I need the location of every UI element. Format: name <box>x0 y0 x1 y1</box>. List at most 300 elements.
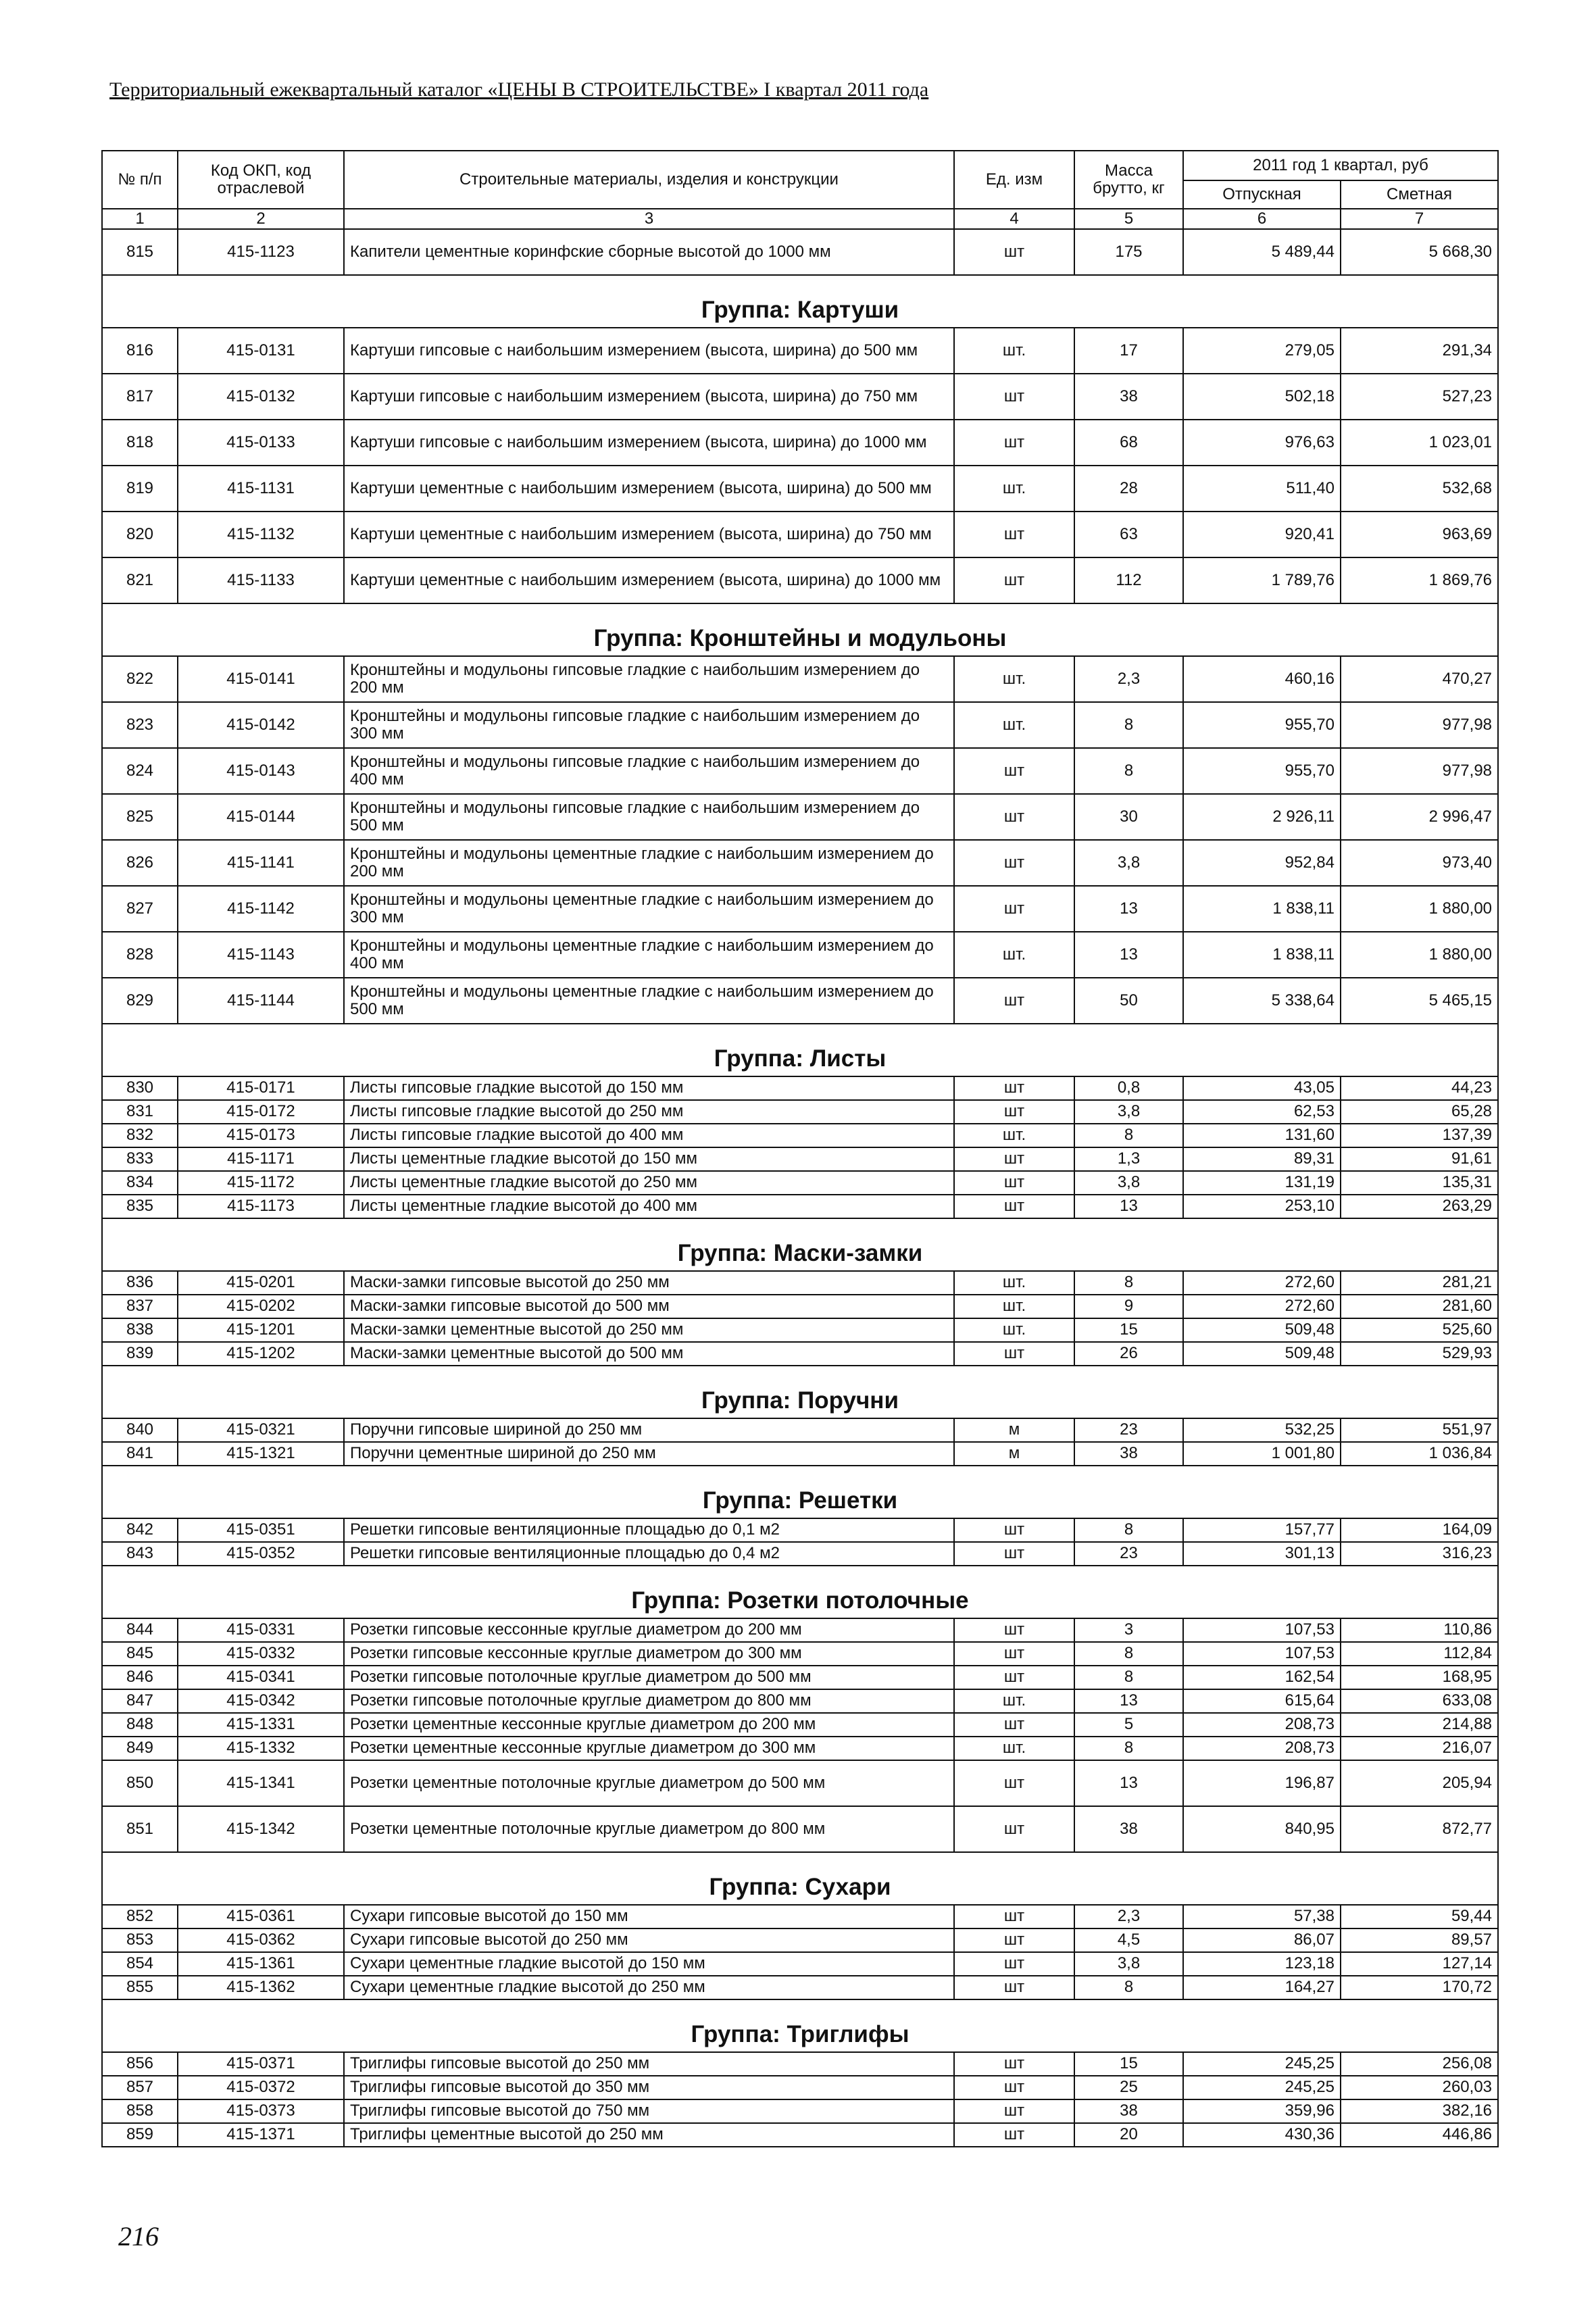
row-number: 828 <box>102 932 178 978</box>
row-unit: шт <box>954 1542 1074 1566</box>
row-release-price: 509,48 <box>1183 1342 1341 1366</box>
row-name: Сухари цементные гладкие высотой до 250 мм <box>344 1976 954 1999</box>
row-estimate-price: 59,44 <box>1341 1905 1498 1928</box>
row-name: Листы цементные гладкие высотой до 400 мм <box>344 1195 954 1218</box>
table-row <box>102 1642 1498 1666</box>
row-mass: 8 <box>1074 1124 1183 1147</box>
row-unit: шт. <box>954 1318 1074 1342</box>
row-release-price: 5 338,64 <box>1183 978 1341 1024</box>
col-header-code: Код ОКП, код отраслевой <box>178 151 344 209</box>
row-release-price: 245,25 <box>1183 2052 1341 2076</box>
row-estimate-price: 977,98 <box>1341 748 1498 794</box>
row-name: Маски-замки гипсовые высотой до 500 мм <box>344 1295 954 1318</box>
group-header-row <box>102 1852 1498 1905</box>
row-mass: 3,8 <box>1074 1952 1183 1976</box>
row-estimate-price: 168,95 <box>1341 1666 1498 1689</box>
row-mass: 1,3 <box>1074 1147 1183 1171</box>
row-number: 847 <box>102 1689 178 1713</box>
row-estimate-price: 529,93 <box>1341 1342 1498 1366</box>
row-mass: 8 <box>1074 1737 1183 1760</box>
row-name: Картуши цементные с наибольшим измерением (высота, ширина) до 1000 мм <box>344 557 954 603</box>
row-unit: шт <box>954 1760 1074 1806</box>
row-mass: 3,8 <box>1074 1100 1183 1124</box>
table-row <box>102 2052 1498 2076</box>
row-number: 840 <box>102 1418 178 1442</box>
row-mass: 8 <box>1074 1271 1183 1295</box>
row-name: Решетки гипсовые вентиляционные площадью до 0,1 м2 <box>344 1518 954 1542</box>
row-unit: шт <box>954 2099 1074 2123</box>
group-header-row <box>102 1466 1498 1518</box>
row-name: Кронштейны и модульоны цементные гладкие с наибольшим измерением до 300 мм <box>344 886 954 932</box>
table-row <box>102 1928 1498 1952</box>
table-row <box>102 748 1498 794</box>
row-name: Маски-замки цементные высотой до 250 мм <box>344 1318 954 1342</box>
table-row <box>102 2076 1498 2099</box>
row-release-price: 131,19 <box>1183 1171 1341 1195</box>
row-release-price: 131,60 <box>1183 1124 1341 1147</box>
row-code: 415-1123 <box>178 229 344 275</box>
row-mass: 13 <box>1074 886 1183 932</box>
table-row <box>102 1542 1498 1566</box>
row-name: Листы гипсовые гладкие высотой до 250 мм <box>344 1100 954 1124</box>
row-name: Кронштейны и модульоны гипсовые гладкие с наибольшим измерением до 500 мм <box>344 794 954 840</box>
row-unit: шт <box>954 1806 1074 1852</box>
col-header-release-price: Отпускная <box>1183 180 1341 209</box>
table-row <box>102 1518 1498 1542</box>
row-unit: шт <box>954 1076 1074 1100</box>
row-mass: 17 <box>1074 328 1183 374</box>
row-number: 838 <box>102 1318 178 1342</box>
row-mass: 13 <box>1074 1195 1183 1218</box>
row-code: 415-1202 <box>178 1342 344 1366</box>
row-estimate-price: 65,28 <box>1341 1100 1498 1124</box>
row-mass: 5 <box>1074 1713 1183 1737</box>
row-number: 833 <box>102 1147 178 1171</box>
row-mass: 38 <box>1074 1442 1183 1466</box>
row-code: 415-0201 <box>178 1271 344 1295</box>
row-unit: шт <box>954 1952 1074 1976</box>
row-number: 846 <box>102 1666 178 1689</box>
row-code: 415-1141 <box>178 840 344 886</box>
row-mass: 15 <box>1074 2052 1183 2076</box>
row-code: 415-1371 <box>178 2123 344 2147</box>
table-row <box>102 1737 1498 1760</box>
row-code: 415-1321 <box>178 1442 344 1466</box>
row-code: 415-1144 <box>178 978 344 1024</box>
row-code: 415-1201 <box>178 1318 344 1342</box>
row-name: Розетки гипсовые потолочные круглые диаметром до 500 мм <box>344 1666 954 1689</box>
table-row <box>102 557 1498 603</box>
row-release-price: 157,77 <box>1183 1518 1341 1542</box>
row-estimate-price: 973,40 <box>1341 840 1498 886</box>
table-row <box>102 1124 1498 1147</box>
group-title: Группа: Маски-замки <box>102 1218 1498 1271</box>
row-unit: шт <box>954 229 1074 275</box>
row-estimate-price: 525,60 <box>1341 1318 1498 1342</box>
table-row <box>102 702 1498 748</box>
row-unit: шт. <box>954 1689 1074 1713</box>
table-row <box>102 978 1498 1024</box>
row-mass: 4,5 <box>1074 1928 1183 1952</box>
col-header-unit: Ед. изм <box>954 151 1074 209</box>
row-mass: 2,3 <box>1074 656 1183 702</box>
table-row <box>102 1295 1498 1318</box>
row-mass: 8 <box>1074 748 1183 794</box>
row-number: 843 <box>102 1542 178 1566</box>
row-mass: 25 <box>1074 2076 1183 2099</box>
row-mass: 9 <box>1074 1295 1183 1318</box>
row-code: 415-0351 <box>178 1518 344 1542</box>
row-release-price: 272,60 <box>1183 1271 1341 1295</box>
row-name: Розетки гипсовые потолочные круглые диаметром до 800 мм <box>344 1689 954 1713</box>
row-name: Кронштейны и модульоны гипсовые гладкие с наибольшим измерением до 400 мм <box>344 748 954 794</box>
row-unit: шт <box>954 374 1074 420</box>
row-code: 415-1361 <box>178 1952 344 1976</box>
table-row <box>102 1976 1498 1999</box>
row-estimate-price: 260,03 <box>1341 2076 1498 2099</box>
row-number: 849 <box>102 1737 178 1760</box>
table-row <box>102 1418 1498 1442</box>
row-code: 415-0332 <box>178 1642 344 1666</box>
row-number: 856 <box>102 2052 178 2076</box>
col-number: 2 <box>178 209 344 229</box>
row-mass: 28 <box>1074 466 1183 512</box>
col-header-num: № п/п <box>102 151 178 209</box>
row-mass: 23 <box>1074 1418 1183 1442</box>
row-release-price: 1 789,76 <box>1183 557 1341 603</box>
row-code: 415-0373 <box>178 2099 344 2123</box>
col-header-estimate-price: Сметная <box>1341 180 1498 209</box>
row-name: Сухари цементные гладкие высотой до 150 мм <box>344 1952 954 1976</box>
row-unit: шт <box>954 978 1074 1024</box>
row-estimate-price: 446,86 <box>1341 2123 1498 2147</box>
row-name: Поручни гипсовые шириной до 250 мм <box>344 1418 954 1442</box>
col-header-mass: Масса брутто, кг <box>1074 151 1183 209</box>
row-unit: шт. <box>954 328 1074 374</box>
row-unit: шт <box>954 512 1074 557</box>
row-estimate-price: 1 023,01 <box>1341 420 1498 466</box>
row-estimate-price: 382,16 <box>1341 2099 1498 2123</box>
row-release-price: 57,38 <box>1183 1905 1341 1928</box>
table-row <box>102 656 1498 702</box>
row-name: Сухари гипсовые высотой до 150 мм <box>344 1905 954 1928</box>
row-unit: шт <box>954 2123 1074 2147</box>
row-estimate-price: 110,86 <box>1341 1618 1498 1642</box>
row-release-price: 208,73 <box>1183 1737 1341 1760</box>
row-number: 859 <box>102 2123 178 2147</box>
row-code: 415-1332 <box>178 1737 344 1760</box>
group-header-row <box>102 1024 1498 1076</box>
row-name: Триглифы гипсовые высотой до 750 мм <box>344 2099 954 2123</box>
row-code: 415-1142 <box>178 886 344 932</box>
row-mass: 8 <box>1074 1666 1183 1689</box>
row-number: 830 <box>102 1076 178 1100</box>
row-name: Триглифы цементные высотой до 250 мм <box>344 2123 954 2147</box>
row-release-price: 511,40 <box>1183 466 1341 512</box>
row-estimate-price: 1 880,00 <box>1341 886 1498 932</box>
row-code: 415-0331 <box>178 1618 344 1642</box>
row-unit: шт <box>954 1666 1074 1689</box>
row-release-price: 62,53 <box>1183 1100 1341 1124</box>
row-mass: 3 <box>1074 1618 1183 1642</box>
row-name: Кронштейны и модульоны гипсовые гладкие с наибольшим измерением до 300 мм <box>344 702 954 748</box>
row-code: 415-1172 <box>178 1171 344 1195</box>
row-release-price: 359,96 <box>1183 2099 1341 2123</box>
row-code: 415-0342 <box>178 1689 344 1713</box>
row-release-price: 460,16 <box>1183 656 1341 702</box>
row-code: 415-0173 <box>178 1124 344 1147</box>
row-mass: 3,8 <box>1074 1171 1183 1195</box>
row-code: 415-0341 <box>178 1666 344 1689</box>
group-title: Группа: Поручни <box>102 1366 1498 1418</box>
row-mass: 38 <box>1074 374 1183 420</box>
group-title: Группа: Розетки потолочные <box>102 1566 1498 1618</box>
row-unit: шт <box>954 2076 1074 2099</box>
row-estimate-price: 316,23 <box>1341 1542 1498 1566</box>
row-release-price: 301,13 <box>1183 1542 1341 1566</box>
row-unit: шт <box>954 1342 1074 1366</box>
row-estimate-price: 91,61 <box>1341 1147 1498 1171</box>
row-number: 848 <box>102 1713 178 1737</box>
row-number: 821 <box>102 557 178 603</box>
row-number: 835 <box>102 1195 178 1218</box>
row-number: 824 <box>102 748 178 794</box>
group-title: Группа: Триглифы <box>102 1999 1498 2052</box>
row-number: 818 <box>102 420 178 466</box>
row-release-price: 5 489,44 <box>1183 229 1341 275</box>
row-release-price: 107,53 <box>1183 1642 1341 1666</box>
row-unit: шт <box>954 748 1074 794</box>
page-title: Территориальный ежеквартальный каталог «ЦЕНЫ В СТРОИТЕЛЬСТВЕ» I квартал 2011 года <box>109 78 929 101</box>
row-number: 827 <box>102 886 178 932</box>
row-release-price: 952,84 <box>1183 840 1341 886</box>
row-release-price: 164,27 <box>1183 1976 1341 1999</box>
row-release-price: 430,36 <box>1183 2123 1341 2147</box>
table-row <box>102 1442 1498 1466</box>
table-row <box>102 886 1498 932</box>
row-estimate-price: 872,77 <box>1341 1806 1498 1852</box>
row-release-price: 615,64 <box>1183 1689 1341 1713</box>
row-code: 415-0362 <box>178 1928 344 1952</box>
row-unit: шт <box>954 1713 1074 1737</box>
row-mass: 112 <box>1074 557 1183 603</box>
group-header-row <box>102 1218 1498 1271</box>
row-name: Розетки цементные кессонные круглые диаметром до 200 мм <box>344 1713 954 1737</box>
row-number: 819 <box>102 466 178 512</box>
row-name: Кронштейны и модульоны цементные гладкие с наибольшим измерением до 400 мм <box>344 932 954 978</box>
row-estimate-price: 137,39 <box>1341 1124 1498 1147</box>
row-release-price: 279,05 <box>1183 328 1341 374</box>
row-name: Капители цементные коринфские сборные высотой до 1000 мм <box>344 229 954 275</box>
row-number: 823 <box>102 702 178 748</box>
row-number: 836 <box>102 1271 178 1295</box>
row-unit: шт <box>954 840 1074 886</box>
row-name: Маски-замки цементные высотой до 500 мм <box>344 1342 954 1366</box>
row-number: 834 <box>102 1171 178 1195</box>
row-release-price: 955,70 <box>1183 702 1341 748</box>
table-row <box>102 840 1498 886</box>
row-unit: шт. <box>954 702 1074 748</box>
row-release-price: 2 926,11 <box>1183 794 1341 840</box>
table-row <box>102 1713 1498 1737</box>
row-name: Сухари гипсовые высотой до 250 мм <box>344 1928 954 1952</box>
row-number: 857 <box>102 2076 178 2099</box>
row-code: 415-0141 <box>178 656 344 702</box>
row-estimate-price: 281,21 <box>1341 1271 1498 1295</box>
row-release-price: 89,31 <box>1183 1147 1341 1171</box>
row-estimate-price: 527,23 <box>1341 374 1498 420</box>
table-row <box>102 1171 1498 1195</box>
row-estimate-price: 44,23 <box>1341 1076 1498 1100</box>
table-row <box>102 420 1498 466</box>
row-name: Кронштейны и модульоны цементные гладкие с наибольшим измерением до 500 мм <box>344 978 954 1024</box>
row-unit: шт <box>954 1100 1074 1124</box>
row-mass: 50 <box>1074 978 1183 1024</box>
row-unit: шт. <box>954 1124 1074 1147</box>
group-title: Группа: Решетки <box>102 1466 1498 1518</box>
row-number: 816 <box>102 328 178 374</box>
row-name: Картуши гипсовые с наибольшим измерением (высота, ширина) до 1000 мм <box>344 420 954 466</box>
col-number: 5 <box>1074 209 1183 229</box>
row-number: 832 <box>102 1124 178 1147</box>
row-code: 415-1342 <box>178 1806 344 1852</box>
row-name: Картуши цементные с наибольшим измерением (высота, ширина) до 500 мм <box>344 466 954 512</box>
row-release-price: 1 001,80 <box>1183 1442 1341 1466</box>
row-mass: 13 <box>1074 1760 1183 1806</box>
row-mass: 8 <box>1074 1976 1183 1999</box>
row-unit: шт <box>954 1171 1074 1195</box>
row-estimate-price: 963,69 <box>1341 512 1498 557</box>
row-mass: 8 <box>1074 1518 1183 1542</box>
row-code: 415-0352 <box>178 1542 344 1566</box>
col-number: 6 <box>1183 209 1341 229</box>
group-header-row <box>102 1566 1498 1618</box>
row-unit: м <box>954 1418 1074 1442</box>
row-name: Розетки цементные потолочные круглые диаметром до 500 мм <box>344 1760 954 1806</box>
row-release-price: 245,25 <box>1183 2076 1341 2099</box>
row-estimate-price: 112,84 <box>1341 1642 1498 1666</box>
row-number: 853 <box>102 1928 178 1952</box>
row-name: Картуши гипсовые с наибольшим измерением (высота, ширина) до 750 мм <box>344 374 954 420</box>
row-estimate-price: 5 668,30 <box>1341 229 1498 275</box>
row-code: 415-0142 <box>178 702 344 748</box>
row-code: 415-1131 <box>178 466 344 512</box>
row-name: Триглифы гипсовые высотой до 250 мм <box>344 2052 954 2076</box>
row-mass: 38 <box>1074 2099 1183 2123</box>
row-number: 825 <box>102 794 178 840</box>
group-header-row <box>102 603 1498 656</box>
row-code: 415-1341 <box>178 1760 344 1806</box>
table-row <box>102 466 1498 512</box>
row-release-price: 955,70 <box>1183 748 1341 794</box>
col-number: 1 <box>102 209 178 229</box>
row-unit: шт <box>954 1642 1074 1666</box>
row-number: 841 <box>102 1442 178 1466</box>
row-code: 415-1362 <box>178 1976 344 1999</box>
row-unit: шт <box>954 557 1074 603</box>
row-name: Листы цементные гладкие высотой до 150 мм <box>344 1147 954 1171</box>
row-number: 822 <box>102 656 178 702</box>
row-estimate-price: 214,88 <box>1341 1713 1498 1737</box>
row-unit: шт. <box>954 932 1074 978</box>
table-row <box>102 2099 1498 2123</box>
row-mass: 20 <box>1074 2123 1183 2147</box>
row-release-price: 272,60 <box>1183 1295 1341 1318</box>
table-row <box>102 512 1498 557</box>
row-code: 415-1171 <box>178 1147 344 1171</box>
row-mass: 38 <box>1074 1806 1183 1852</box>
row-unit: шт <box>954 1928 1074 1952</box>
table-row <box>102 1905 1498 1928</box>
row-mass: 15 <box>1074 1318 1183 1342</box>
group-title: Группа: Сухари <box>102 1852 1498 1905</box>
row-release-price: 123,18 <box>1183 1952 1341 1976</box>
row-code: 415-0371 <box>178 2052 344 2076</box>
row-mass: 68 <box>1074 420 1183 466</box>
row-code: 415-0321 <box>178 1418 344 1442</box>
row-number: 839 <box>102 1342 178 1366</box>
row-release-price: 208,73 <box>1183 1713 1341 1737</box>
group-header-row <box>102 275 1498 328</box>
row-unit: м <box>954 1442 1074 1466</box>
row-code: 415-0144 <box>178 794 344 840</box>
row-code: 415-1331 <box>178 1713 344 1737</box>
table-row <box>102 1806 1498 1852</box>
row-release-price: 840,95 <box>1183 1806 1341 1852</box>
row-estimate-price: 216,07 <box>1341 1737 1498 1760</box>
price-table <box>101 150 1499 2147</box>
row-release-price: 253,10 <box>1183 1195 1341 1218</box>
row-number: 854 <box>102 1952 178 1976</box>
row-name: Поручни цементные шириной до 250 мм <box>344 1442 954 1466</box>
table-row <box>102 1952 1498 1976</box>
row-number: 851 <box>102 1806 178 1852</box>
column-number-row <box>102 209 1498 229</box>
row-estimate-price: 532,68 <box>1341 466 1498 512</box>
row-name: Триглифы гипсовые высотой до 350 мм <box>344 2076 954 2099</box>
row-number: 855 <box>102 1976 178 1999</box>
table-row <box>102 1760 1498 1806</box>
row-release-price: 1 838,11 <box>1183 886 1341 932</box>
row-unit: шт. <box>954 1271 1074 1295</box>
table-row <box>102 374 1498 420</box>
row-estimate-price: 977,98 <box>1341 702 1498 748</box>
row-code: 415-1132 <box>178 512 344 557</box>
row-mass: 30 <box>1074 794 1183 840</box>
row-name: Маски-замки гипсовые высотой до 250 мм <box>344 1271 954 1295</box>
row-code: 415-1173 <box>178 1195 344 1218</box>
row-name: Розетки цементные кессонные круглые диаметром до 300 мм <box>344 1737 954 1760</box>
col-header-price-group: 2011 год 1 квартал, руб <box>1183 151 1498 180</box>
table-row <box>102 1100 1498 1124</box>
row-name: Кронштейны и модульоны гипсовые гладкие с наибольшим измерением до 200 мм <box>344 656 954 702</box>
row-estimate-price: 1 880,00 <box>1341 932 1498 978</box>
group-header-row <box>102 1366 1498 1418</box>
row-estimate-price: 89,57 <box>1341 1928 1498 1952</box>
row-release-price: 920,41 <box>1183 512 1341 557</box>
row-mass: 13 <box>1074 1689 1183 1713</box>
row-unit: шт. <box>954 656 1074 702</box>
row-release-price: 976,63 <box>1183 420 1341 466</box>
row-name: Розетки цементные потолочные круглые диаметром до 800 мм <box>344 1806 954 1852</box>
table-row <box>102 1342 1498 1366</box>
row-unit: шт <box>954 420 1074 466</box>
row-estimate-price: 170,72 <box>1341 1976 1498 1999</box>
row-estimate-price: 263,29 <box>1341 1195 1498 1218</box>
row-estimate-price: 5 465,15 <box>1341 978 1498 1024</box>
row-unit: шт <box>954 1195 1074 1218</box>
row-unit: шт <box>954 886 1074 932</box>
